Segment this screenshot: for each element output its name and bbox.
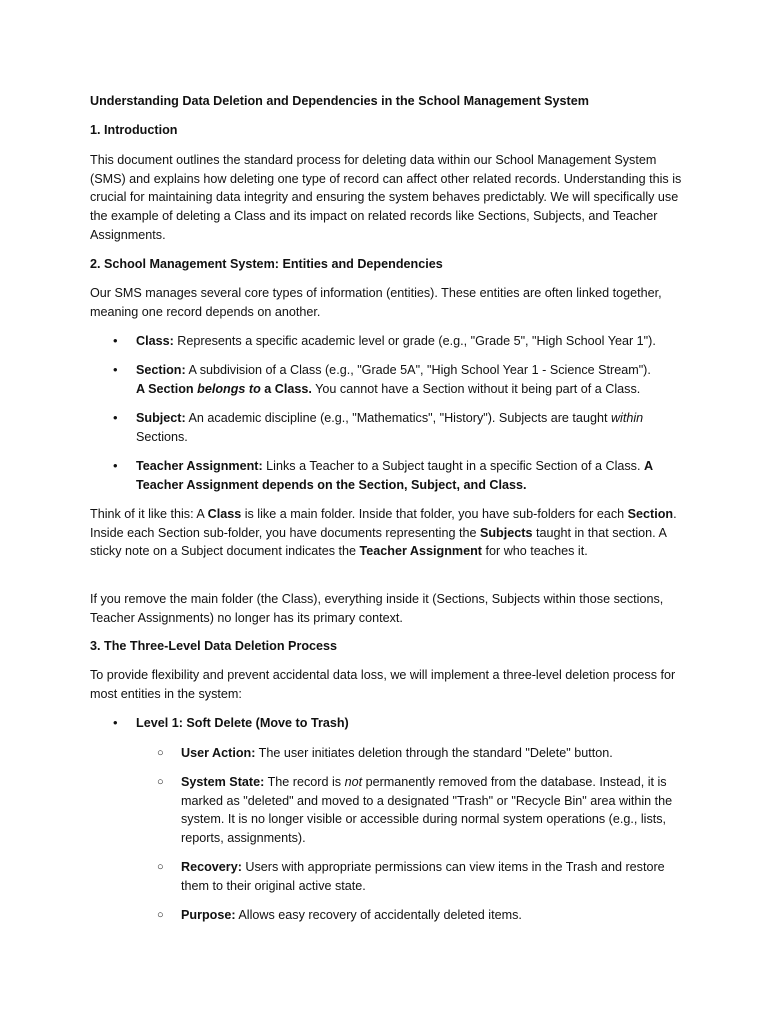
bullet-marker: • (113, 410, 118, 425)
sub-bullet-marker: ○ (157, 776, 164, 788)
dependency-emphasis: A Section belongs to a Class. (136, 381, 312, 396)
entity-description: A subdivision of a Class (e.g., "Grade 5A", "High School Year 1 - Science Stream"). (185, 363, 651, 377)
sub-bullet-marker: ○ (157, 861, 164, 873)
level-1-heading: Level 1: Soft Delete (Move to Trash) (136, 716, 349, 730)
subitem-system-state: System State: The record is not permanently removed from the database. Instead, it is marked as "deleted" and moved to a designated "Trash" or "Recycle Bin" area within the system. It is no longer visible or accessible during normal system operations (e.g., lists, reports, assignments). (181, 775, 673, 846)
section-2-heading: 2. School Management System: Entities and Dependencies (90, 257, 443, 271)
entity-description: An academic discipline (e.g., "Mathematics", "History"). Subjects are taught (185, 411, 611, 425)
introduction-paragraph: This document outlines the standard process for deleting data within our School Management System (SMS) and explains how deleting one type of record can affect other related records. Understanding this is crucial for maintaining data integrity and ensuring the system behaves predictably. We will specifically use the example of deleting a Class and its impact on related records like Sections, Subjects, and Teacher Assignments. (90, 153, 682, 242)
entity-term: Section: (136, 363, 186, 377)
dependency-note: You cannot have a Section without it being part of a Class. (311, 381, 641, 396)
entity-item-subject: Subject: An academic discipline (e.g., "Mathematics", "History"). Subjects are taught within Sections. (136, 411, 644, 444)
entities-intro-paragraph: Our SMS manages several core types of information (entities). These entities are often linked together, meaning one record depends on another. (90, 286, 662, 319)
subitem-term: Purpose: (181, 908, 236, 922)
entity-term: Teacher Assignment: (136, 459, 263, 473)
entity-description: Represents a specific academic level or grade (e.g., "Grade 5", "High School Year 1"). (173, 334, 656, 348)
entity-item-section (136, 361, 696, 398)
section-1-heading: 1. Introduction (90, 123, 178, 137)
subitem-term: System State: (181, 775, 265, 789)
entity-term: Class: (136, 334, 174, 348)
entity-description: Links a Teacher to a Subject taught in a specific Section of a Class. (262, 459, 644, 473)
entity-item-teacher-assignment (136, 457, 696, 494)
emphasis-within: within (610, 411, 644, 425)
bullet-marker: • (113, 362, 118, 377)
bullet-marker: • (113, 458, 118, 473)
sub-bullet-marker: ○ (157, 909, 164, 921)
remove-folder-paragraph: If you remove the main folder (the Class), everything inside it (Sections, Subjects within those sections, Teacher Assignments) no longer has its primary context. (90, 592, 664, 625)
bullet-marker: • (113, 333, 118, 348)
bullet-marker: • (113, 715, 118, 730)
dependency-emphasis: A Teacher Assignment depends on the Section, Subject, and Class. (136, 459, 653, 492)
subitem-purpose: Purpose: Allows easy recovery of accidentally deleted items. (181, 908, 522, 922)
entity-term: Subject: (136, 411, 186, 425)
sub-bullet-marker: ○ (157, 747, 164, 759)
emphasis-not: not (344, 775, 363, 789)
section-3-heading: 3. The Three-Level Data Deletion Process (90, 639, 338, 653)
subitem-term: Recovery: (181, 860, 242, 874)
document-title: Understanding Data Deletion and Dependencies in the School Management System (90, 94, 589, 108)
deletion-intro-paragraph: To provide flexibility and prevent accidental data loss, we will implement a three-level deletion process for most entities in the system: (90, 668, 676, 701)
folder-analogy-paragraph: Think of it like this: A Class is like a main folder. Inside that folder, you have sub-folders for each Section. Inside each Section sub-folder, you have documents representing the Subjects taught in that section. A sticky note on a Subject document indicates the Teacher Assignment for who teaches it. (90, 507, 677, 559)
subitem-user-action: User Action: The user initiates deletion through the standard "Delete" button. (181, 746, 613, 760)
entity-item-class (136, 332, 696, 351)
subitem-term: User Action: (181, 746, 256, 760)
subitem-recovery: Recovery: Users with appropriate permissions can view items in the Trash and restore them to their original active state. (181, 860, 665, 893)
